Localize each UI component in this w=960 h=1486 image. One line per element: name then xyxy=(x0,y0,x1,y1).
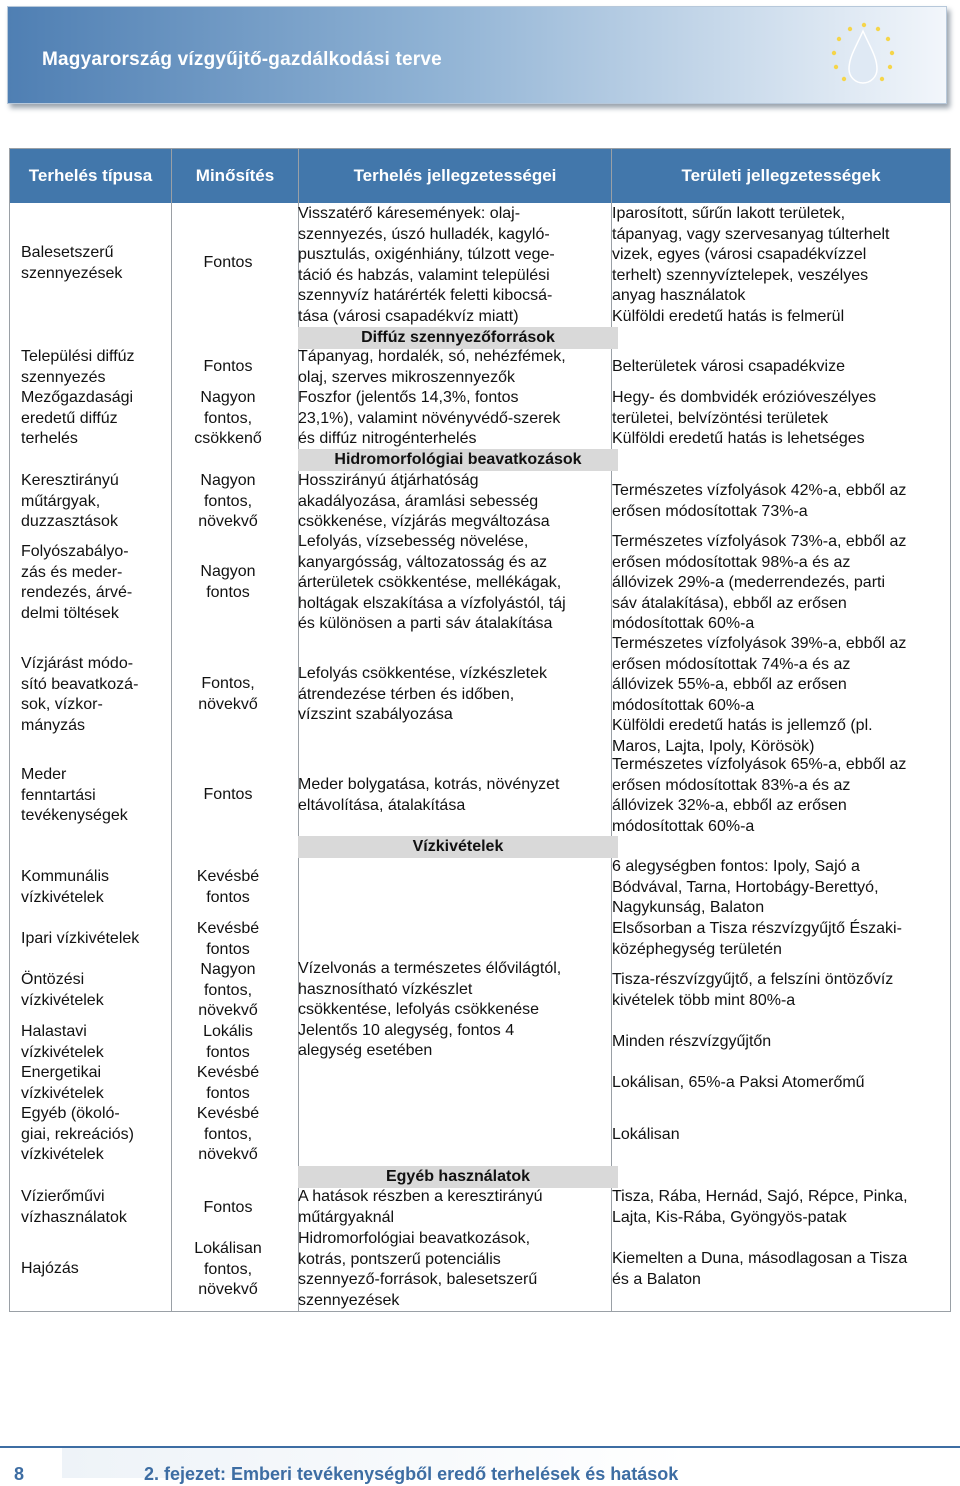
row-type: Hajózás xyxy=(21,1260,79,1277)
column-header-rating: Minősítés xyxy=(172,149,298,203)
row-type: Energetikai vízkivételek xyxy=(21,1064,104,1102)
pressures-table xyxy=(9,148,951,1312)
row-area: Természetes vízfolyások 73%-a, ebből az erősen módosítottak 98%-a és az állóvizek 29%-a (mederrendezés, parti sáv átalakítása), ebből az erősen módosítottak 60%-a xyxy=(612,533,907,632)
row-characteristics: Hosszirányú átjárhatóság akadályozása, áramlási sebesség csökkenése, vízjárás megváltozása xyxy=(298,472,550,530)
row-type: Keresztirányú műtárgyak, duzzasztások xyxy=(21,472,119,530)
row-area: Minden részvízgyűjtőn xyxy=(612,1033,772,1050)
row-rating: Nagyon fontos, növekvő xyxy=(198,961,258,1019)
row-type: Egyéb (ökoló- giai, rekreációs) vízkivételek xyxy=(21,1105,134,1163)
row-area: Hegy- és dombvidék erózióveszélyes területei, belvízöntési területek Külföldi eredetű hatás is lehetséges xyxy=(612,389,877,447)
row-characteristics: Visszatérő káresemények: olaj- szennyezés, úszó hulladék, kagyló- pusztulás, oxigénhiány, túlzott vege- táció és habzás, valamint települési szennyvíz határérték feletti kibocsá- tása (városi csapadékvíz miatt) xyxy=(298,205,555,325)
row-rating: Kevésbé fontos, növekvő xyxy=(196,1105,260,1163)
row-rating: Lokálisan fontos, növekvő xyxy=(194,1240,262,1298)
row-rating: Fontos xyxy=(203,254,253,271)
row-characteristics: Lefolyás csökkentése, vízkészletek átrendezése térben és időben, vízszint szabályozása xyxy=(298,665,548,723)
row-area: Elsősorban a Tisza részvízgyűjtő Északi- középhegység területén xyxy=(612,920,902,958)
section-label-hydromorphology: Hidromorfológiai beavatkozások xyxy=(298,449,618,471)
section-label-diffuse: Diffúz szennyezőforrások xyxy=(298,327,618,349)
row-area: Kiemelten a Duna, másodlagosan a Tisza és a Balaton xyxy=(612,1250,908,1288)
row-area: Természetes vízfolyások 39%-a, ebből az erősen módosítottak 74%-a és az állóvizek 55%-a, ebből az erősen módosítottak 60%-a Külföldi eredetű hatás is jellemző (pl. Maros, Lajta, Ipoly, Körösök) xyxy=(612,635,907,755)
row-rating: Lokális fontos xyxy=(203,1023,253,1061)
row-area: Belterületek városi csapadékvize xyxy=(612,358,846,375)
row-rating: Kevésbé fontos xyxy=(196,1064,260,1102)
row-rating: Nagyon fontos, csökkenő xyxy=(194,389,262,447)
row-type: Folyószabályo- zás és meder- rendezés, árvé- delmi töltések xyxy=(21,543,133,622)
row-characteristics: Lefolyás, vízsebesség növelése, kanyargósság, változatosság és az árterületek csökkentése, mellékágak, holtágak elszakítása a vízfolyástól, táj és különösen a parti sáv átalakítása xyxy=(298,533,566,632)
row-characteristics: Foszfor (jelentős 14,3%, fontos 23,1%), valamint növényvédő-szerek és diffúz nitrogénterhelés xyxy=(298,389,561,447)
row-type: Halastavi vízkivételek xyxy=(21,1023,104,1061)
row-area: Természetes vízfolyások 65%-a, ebből az erősen módosítottak 83%-a és az állóvizek 32%-a, ebből az erősen módosítottak 60%-a xyxy=(612,756,907,835)
footer-rule xyxy=(0,1446,960,1448)
water-abstraction-characteristics: Vízelvonás a természetes élővilágtól, hasznosítható vízkészlet csökkentése, lefolyás csökkenése Jelentős 10 alegység, fontos 4 alegység esetében xyxy=(298,960,562,1059)
column-header-characteristics: Terhelés jellegzetességei xyxy=(299,149,611,203)
row-type: Mezőgazdasági eredetű diffúz terhelés xyxy=(21,389,134,447)
row-type: Balesetszerű szennyezések xyxy=(21,244,123,282)
row-type: Vízierőművi vízhasználatok xyxy=(21,1188,127,1226)
row-type: Öntözési vízkivételek xyxy=(21,971,104,1009)
header-banner xyxy=(7,6,947,104)
row-rating: Kevésbé fontos xyxy=(196,920,260,958)
row-area: Lokálisan xyxy=(612,1126,680,1143)
row-rating: Fontos xyxy=(203,358,253,375)
chapter-title: 2. fejezet: Emberi tevékenységből eredő terhelések és hatások xyxy=(144,1464,679,1484)
row-rating: Fontos xyxy=(203,786,253,803)
row-type: Kommunális vízkivételek xyxy=(21,868,110,906)
row-area: Tisza-részvízgyűjtő, a felszíni öntözővíz kivételek több mint 80%-a xyxy=(612,971,894,1009)
column-header-type: Terhelés típusa xyxy=(10,149,171,203)
page-number: 8 xyxy=(14,1464,25,1484)
row-area: Iparosított, sűrűn lakott területek, tápanyag, vagy szervesanyag túlterhelt vizek, egyes (városi csapadékvízzel terhelt) szennyvíztelepek, veszélyes anyag használatok Külföldi eredetű hatás is felmerül xyxy=(612,205,890,325)
section-label-water-abstraction: Vízkivételek xyxy=(298,836,618,858)
row-rating: Nagyon fontos xyxy=(200,563,256,601)
row-area: Lokálisan, 65%-a Paksi Atomerőmű xyxy=(612,1074,865,1091)
row-characteristics: A hatások részben a keresztirányú műtárgyaknál xyxy=(298,1188,543,1226)
row-characteristics: Tápanyag, hordalék, só, nehézfémek, olaj, szerves mikroszennyezők xyxy=(298,348,566,386)
row-type: Települési diffúz szennyezés xyxy=(21,348,135,386)
row-rating: Fontos xyxy=(203,1199,253,1216)
row-characteristics: Meder bolygatása, kotrás, növényzet eltávolítása, átalakítása xyxy=(298,776,560,814)
row-area: 6 alegységben fontos: Ipoly, Sajó a Bódvával, Tarna, Hortobágy-Berettyó, Nagykunság, Balaton xyxy=(612,858,879,916)
section-label-other-uses: Egyéb használatok xyxy=(298,1166,618,1188)
water-drop-logo-icon xyxy=(822,17,902,97)
row-type: Vízjárást módo- sító beavatkozá- sok, vízkor- mányzás xyxy=(21,655,139,734)
row-type: Ipari vízkivételek xyxy=(21,930,140,947)
column-header-areas: Területi jellegzetességek xyxy=(612,149,950,203)
row-rating: Nagyon fontos, növekvő xyxy=(198,472,258,530)
row-type: Meder fenntartási tevékenységek xyxy=(21,766,128,824)
row-rating: Fontos, növekvő xyxy=(198,675,258,713)
row-characteristics: Hidromorfológiai beavatkozások, kotrás, pontszerű potenciális szennyező-források, balesetszerű szennyezések xyxy=(298,1230,538,1309)
row-area: Természetes vízfolyások 42%-a, ebből az erősen módosítottak 73%-a xyxy=(612,482,907,520)
document-title: Magyarország vízgyűjtő-gazdálkodási terve xyxy=(42,49,442,70)
row-area: Tisza, Rába, Hernád, Sajó, Répce, Pinka, Lajta, Kis-Rába, Gyöngyös-patak xyxy=(612,1188,908,1226)
row-rating: Kevésbé fontos xyxy=(196,868,260,906)
